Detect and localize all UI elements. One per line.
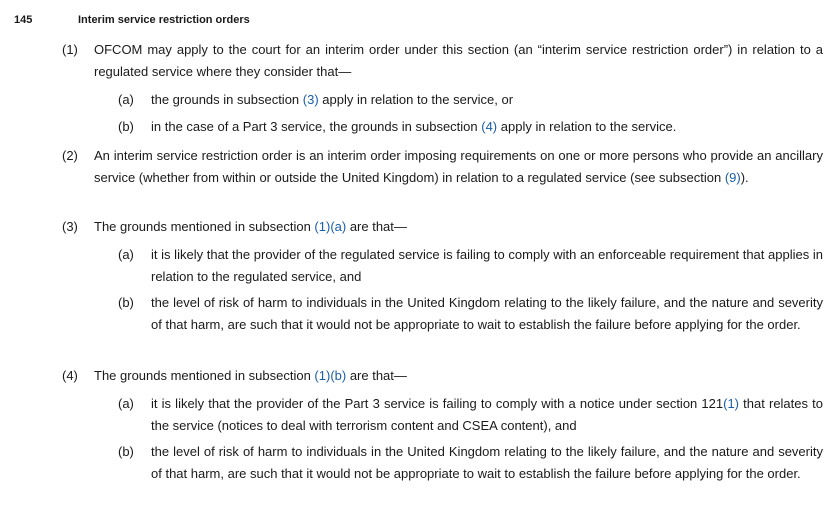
subsection-4-text-end: are that— <box>346 368 407 383</box>
subsection-3a-number: (a) <box>118 247 134 262</box>
subsection-2-text-start: An interim service restriction order is an interim order imposing requirements on one or more persons who provide an ancillary service (whether from within or outside the United Kingdom) in relation to a regulated service (see subsection <box>94 148 823 185</box>
subsection-1a-text-start: the grounds in subsection <box>151 92 303 107</box>
subsection-1b-text-start: in the case of a Part 3 service, the grounds in subsection <box>151 119 482 134</box>
section-title: Interim service restriction orders <box>78 14 250 26</box>
link-subsection-3[interactable]: (3) <box>302 92 319 107</box>
link-section-121-1[interactable]: (1) <box>723 396 740 411</box>
link-subsection-1[interactable]: (1) <box>314 219 331 234</box>
subsection-4a-text-start: it is likely that the provider of the Part 3 service is failing to comply with a notice under section 121 <box>151 396 724 411</box>
subsection-2-number: (2) <box>62 148 78 163</box>
subsection-1a-text-end: apply in relation to the service, or <box>318 92 514 107</box>
subsection-3-text-start: The grounds mentioned in subsection <box>94 219 315 234</box>
subsection-4a-text-end: that relates to the service (notices to deal with terrorism content and CSEA content), and <box>151 396 823 433</box>
subsection-2-text <box>94 145 823 189</box>
subsection-4a-text <box>151 393 823 437</box>
link-subsection-1[interactable]: (1) <box>314 368 331 383</box>
subsection-1b-number: (b) <box>118 119 134 134</box>
link-subsection-4[interactable]: (4) <box>481 119 498 134</box>
subsection-4b-number: (b) <box>118 444 134 459</box>
subsection-1b-text <box>151 116 823 138</box>
subsection-1-number: (1) <box>62 42 78 57</box>
subsection-3-text <box>94 216 823 238</box>
subsection-3a-text: it is likely that the provider of the regulated service is failing to comply with an enforceable requirement that applies in relation to the regulated service, and <box>151 247 823 284</box>
link-paragraph-a[interactable]: (a) <box>330 219 347 234</box>
subsection-4-text-start: The grounds mentioned in subsection <box>94 368 315 383</box>
link-paragraph-b[interactable]: (b) <box>330 368 347 383</box>
subsection-2-text-end: ). <box>740 170 749 185</box>
subsection-1-text: OFCOM may apply to the court for an interim order under this section (an “interim service restriction order”) in relation to a regulated service where they consider that— <box>94 42 823 79</box>
subsection-1b-text-end: apply in relation to the service. <box>497 119 677 134</box>
link-subsection-9[interactable]: (9) <box>724 170 741 185</box>
subsection-4-number: (4) <box>62 368 78 383</box>
subsection-4a-number: (a) <box>118 396 134 411</box>
subsection-4-text <box>94 365 823 387</box>
subsection-1a-number: (a) <box>118 92 134 107</box>
section-number: 145 <box>14 14 33 26</box>
subsection-4b-text: the level of risk of harm to individuals in the United Kingdom relating to the likely failure, and the nature and severity of that harm, are such that it would not be appropriate to wait to establish the failure before applying for the order. <box>151 444 823 481</box>
subsection-3b-text: the level of risk of harm to individuals in the United Kingdom relating to the likely failure, and the nature and severity of that harm, are such that it would not be appropriate to wait to establish the failure before applying for the order. <box>151 295 823 332</box>
subsection-1a-text <box>151 89 823 111</box>
subsection-3-number: (3) <box>62 219 78 234</box>
subsection-3b-number: (b) <box>118 295 134 310</box>
subsection-3-text-end: are that— <box>346 219 407 234</box>
